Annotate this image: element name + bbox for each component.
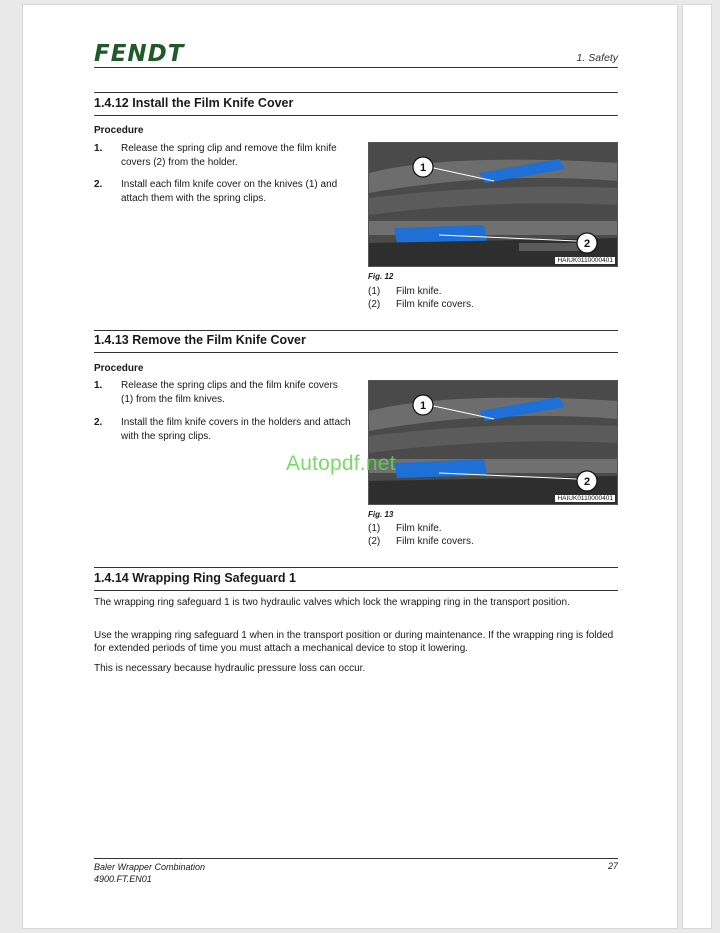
step-text: Install each film knife cover on the knives (1) and attach them with the spring clips. <box>121 179 338 204</box>
step-text: Install the film knife covers in the holders and attach with the spring clips. <box>121 417 351 442</box>
figure-code: HAIUK0110000401 <box>557 495 613 502</box>
legend-value: Film knife covers. <box>396 536 474 547</box>
watermark: Autopdf.net <box>286 452 396 475</box>
section-rule <box>94 352 618 353</box>
machinery-illustration <box>369 143 618 267</box>
section-rule <box>94 590 618 591</box>
legend-key: (1) <box>368 286 381 297</box>
footer-left <box>94 861 205 885</box>
procedure-label: Procedure <box>94 125 144 136</box>
legend-value: Film knife covers. <box>396 299 474 310</box>
section-title: 1.4.12 Install the Film Knife Cover <box>94 96 294 110</box>
page-number: 27 <box>607 861 618 871</box>
figure-caption: Fig. 12 <box>368 272 394 281</box>
section-title: 1.4.13 Remove the Film Knife Cover <box>94 333 306 347</box>
paragraph: This is necessary because hydraulic pressure loss can occur. <box>94 663 366 674</box>
legend-item <box>368 285 474 298</box>
legend-value: Film knife. <box>396 286 442 297</box>
figure-image <box>368 142 618 267</box>
callout-1: 1 <box>419 162 427 174</box>
machinery-illustration <box>369 381 618 505</box>
step-number: 1. <box>94 143 103 154</box>
legend-key: (2) <box>368 299 381 310</box>
step-number: 2. <box>94 179 103 190</box>
figure-image <box>368 380 618 505</box>
legend-key: (1) <box>368 523 381 534</box>
section-rule <box>94 330 618 331</box>
legend-item <box>368 522 474 535</box>
legend-key: (2) <box>368 536 381 547</box>
section-rule <box>94 92 618 93</box>
figure-legend <box>368 522 474 548</box>
step-text: Release the spring clips and the film knife covers (1) from the film knives. <box>121 380 338 405</box>
legend-item <box>368 298 474 311</box>
callout-1: 1 <box>419 400 427 412</box>
footer-rule <box>94 858 618 859</box>
next-page-edge <box>682 4 712 929</box>
callout-2: 2 <box>583 476 591 488</box>
legend-value: Film knife. <box>396 523 442 534</box>
figure-legend <box>368 285 474 311</box>
step-number: 1. <box>94 380 103 391</box>
fendt-logo <box>94 41 212 63</box>
chapter-label: 1. Safety <box>576 52 618 64</box>
procedure-label: Procedure <box>94 363 144 374</box>
footer-code: 4900.FT.EN01 <box>94 874 152 884</box>
paragraph: Use the wrapping ring safeguard 1 when in the transport position or during maintenance. If the wrapping ring is folded for extended periods of time you must attach a mechanical device to stop it lowering. <box>94 630 614 654</box>
step-number: 2. <box>94 417 103 428</box>
section-rule <box>94 115 618 116</box>
section-title: 1.4.14 Wrapping Ring Safeguard 1 <box>94 571 296 585</box>
legend-item <box>368 535 474 548</box>
header-rule <box>94 67 618 68</box>
brand-text: FENDT <box>94 41 185 63</box>
figure-code: HAIUK0110000401 <box>557 257 613 264</box>
figure-caption: Fig. 13 <box>368 510 394 519</box>
callout-2: 2 <box>583 238 591 250</box>
section-rule <box>94 567 618 568</box>
footer-title: Baler Wrapper Combination <box>94 862 206 872</box>
step-text: Release the spring clip and remove the film knife covers (2) from the holder. <box>121 143 337 168</box>
paragraph: The wrapping ring safeguard 1 is two hydraulic valves which lock the wrapping ring in the transport position. <box>94 597 570 608</box>
